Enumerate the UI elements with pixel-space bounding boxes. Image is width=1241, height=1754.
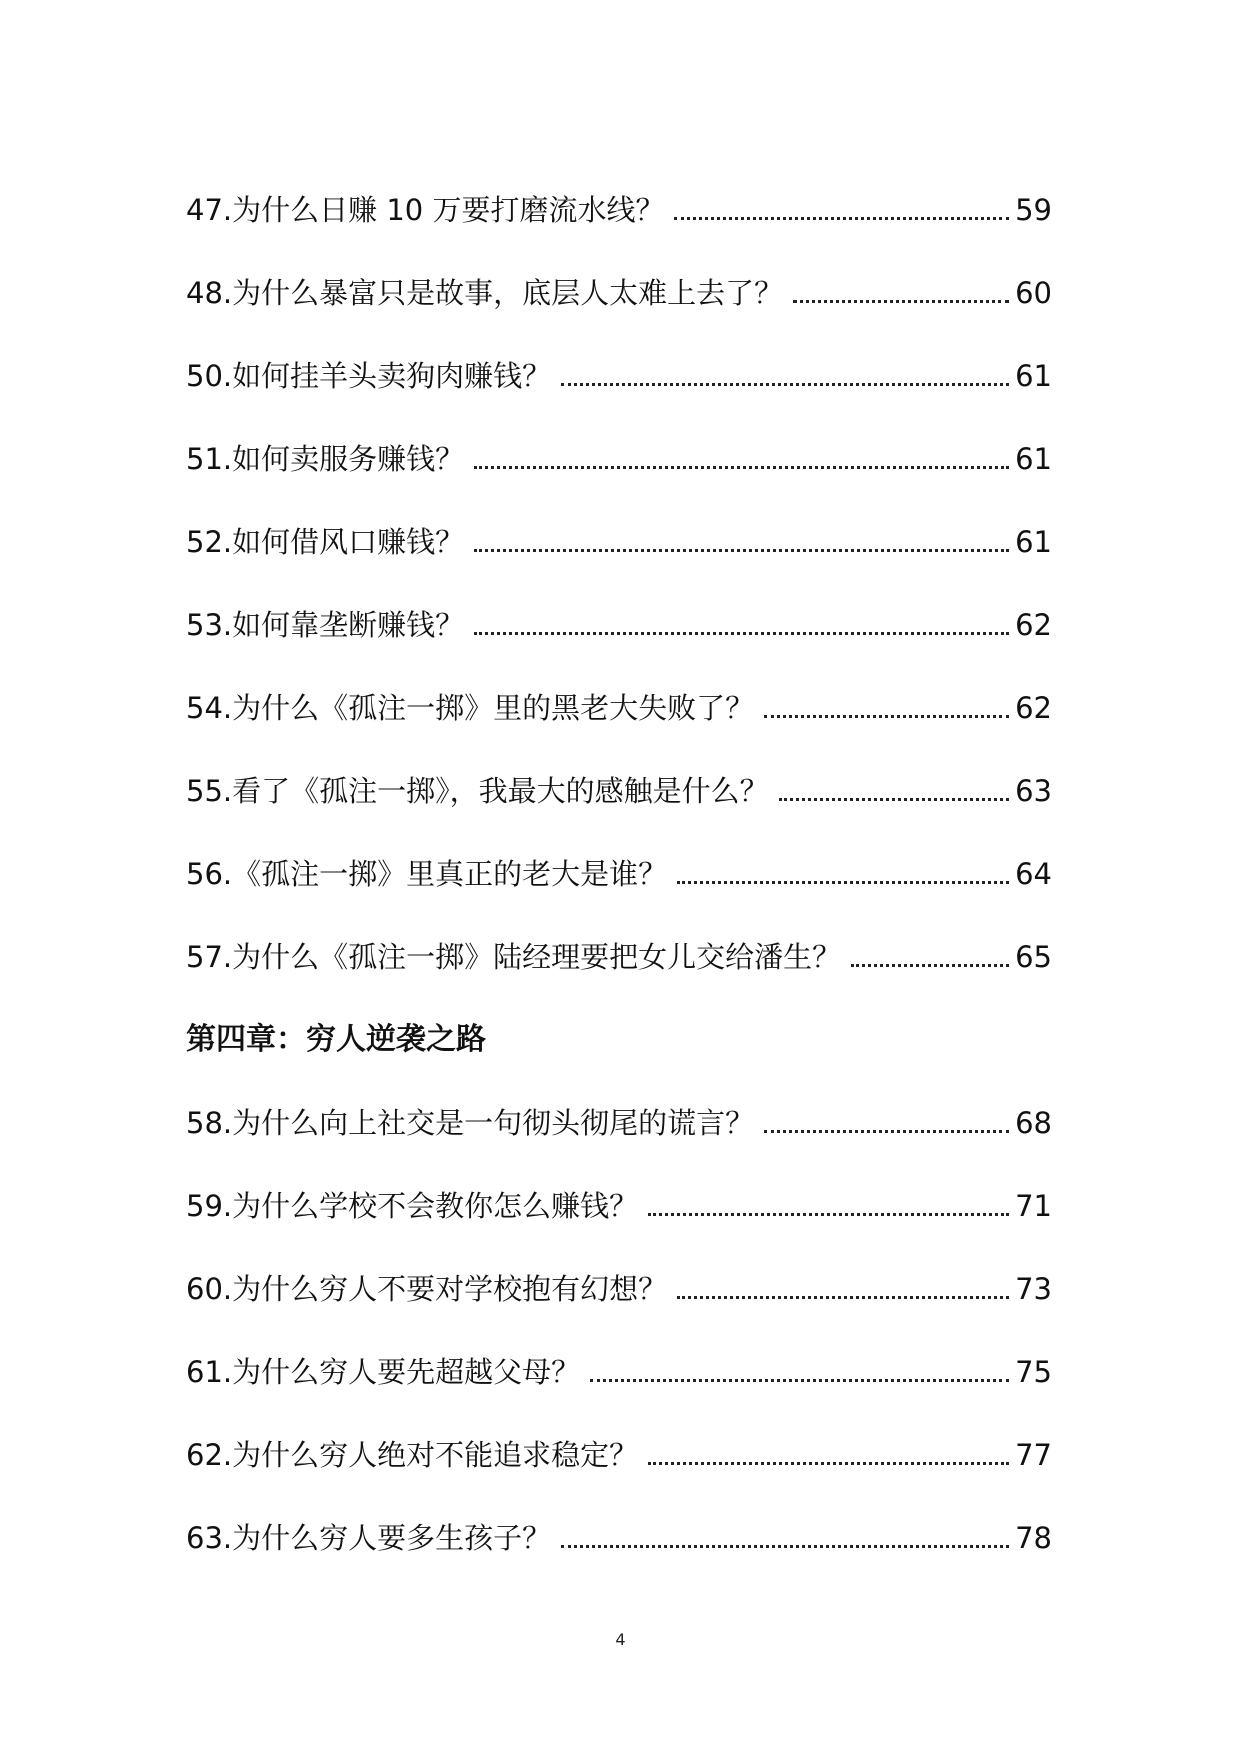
- toc-entry-48[interactable]: [186, 263, 1052, 313]
- toc-entry-62[interactable]: [186, 1425, 1052, 1475]
- toc-entry-page: 78: [1015, 1521, 1052, 1555]
- dot-leader: [793, 300, 1009, 303]
- toc-entry-56[interactable]: [186, 844, 1052, 894]
- toc-entry-page: 75: [1015, 1355, 1052, 1389]
- dot-leader: [648, 1462, 1009, 1465]
- toc-entry-page: 59: [1015, 193, 1052, 227]
- toc-entry-54[interactable]: [186, 678, 1052, 728]
- toc-entry-page: 73: [1015, 1272, 1052, 1306]
- toc-entry-title: 47.为什么日赚 10 万要打磨流水线？: [186, 193, 665, 227]
- toc-entry-page: 63: [1015, 774, 1052, 808]
- dot-leader: [677, 1296, 1009, 1299]
- toc-entry-title: 50.如何挂羊头卖狗肉赚钱？: [186, 359, 552, 393]
- toc-entry-page: 61: [1015, 359, 1052, 393]
- toc-entry-title: 58.为什么向上社交是一句彻头彻尾的谎言？: [186, 1106, 755, 1140]
- toc-entry-53[interactable]: [186, 595, 1052, 645]
- dot-leader: [561, 1545, 1009, 1548]
- page-number: 4: [615, 1630, 626, 1649]
- toc-entry-title: 57.为什么《孤注一掷》陆经理要把女儿交给潘生？: [186, 940, 842, 974]
- toc-entry-page: 60: [1015, 276, 1052, 310]
- toc-entry-60[interactable]: [186, 1259, 1052, 1309]
- chapter-heading[interactable]: 第四章：穷人逆袭之路: [186, 1022, 486, 1057]
- toc-entry-57[interactable]: [186, 927, 1052, 977]
- toc-entry-title: 62.为什么穷人绝对不能追求稳定？: [186, 1438, 639, 1472]
- toc-entry-title: 54.为什么《孤注一掷》里的黑老大失败了？: [186, 691, 755, 725]
- toc-entry-title: 63.为什么穷人要多生孩子？: [186, 1521, 552, 1555]
- dot-leader: [779, 798, 1009, 801]
- dot-leader: [648, 1213, 1009, 1216]
- toc-entry-title: 61.为什么穷人要先超越父母？: [186, 1355, 581, 1389]
- toc-entry-page: 68: [1015, 1106, 1052, 1140]
- dot-leader: [474, 466, 1009, 469]
- toc-entry-title: 55.看了《孤注一掷》，我最大的感触是什么？: [186, 774, 769, 808]
- toc-entry-title: 52.如何借风口赚钱？: [186, 525, 465, 559]
- toc-entry-63[interactable]: [186, 1508, 1052, 1558]
- dot-leader: [590, 1379, 1009, 1382]
- dot-leader: [474, 632, 1009, 635]
- toc-entry-title: 48.为什么暴富只是故事，底层人太难上去了？: [186, 276, 784, 310]
- toc-entry-page: 62: [1015, 691, 1052, 725]
- toc-entry-page: 62: [1015, 608, 1052, 642]
- toc-entry-title: 59.为什么学校不会教你怎么赚钱？: [186, 1189, 639, 1223]
- toc-entry-title: 51.如何卖服务赚钱？: [186, 442, 465, 476]
- toc-entry-50[interactable]: [186, 346, 1052, 396]
- toc-entry-52[interactable]: [186, 512, 1052, 562]
- toc-entry-55[interactable]: [186, 761, 1052, 811]
- dot-leader: [677, 881, 1009, 884]
- toc-entry-61[interactable]: [186, 1342, 1052, 1392]
- toc-entry-page: 77: [1015, 1438, 1052, 1472]
- toc-entry-59[interactable]: [186, 1176, 1052, 1226]
- toc-entry-title: 56.《孤注一掷》里真正的老大是谁？: [186, 857, 668, 891]
- dot-leader: [851, 964, 1009, 967]
- toc-entry-title: 60.为什么穷人不要对学校抱有幻想？: [186, 1272, 668, 1306]
- dot-leader: [764, 715, 1009, 718]
- toc-entry-page: 61: [1015, 525, 1052, 559]
- toc-entry-47[interactable]: [186, 180, 1052, 230]
- dot-leader: [474, 549, 1009, 552]
- toc-entry-51[interactable]: [186, 429, 1052, 479]
- toc-entry-page: 65: [1015, 940, 1052, 974]
- toc-entry-page: 71: [1015, 1189, 1052, 1223]
- dot-leader: [674, 217, 1009, 220]
- dot-leader: [764, 1130, 1009, 1133]
- toc-entry-page: 64: [1015, 857, 1052, 891]
- toc-entry-title: 53.如何靠垄断赚钱？: [186, 608, 465, 642]
- dot-leader: [561, 383, 1009, 386]
- toc-entry-page: 61: [1015, 442, 1052, 476]
- toc-entry-58[interactable]: [186, 1093, 1052, 1143]
